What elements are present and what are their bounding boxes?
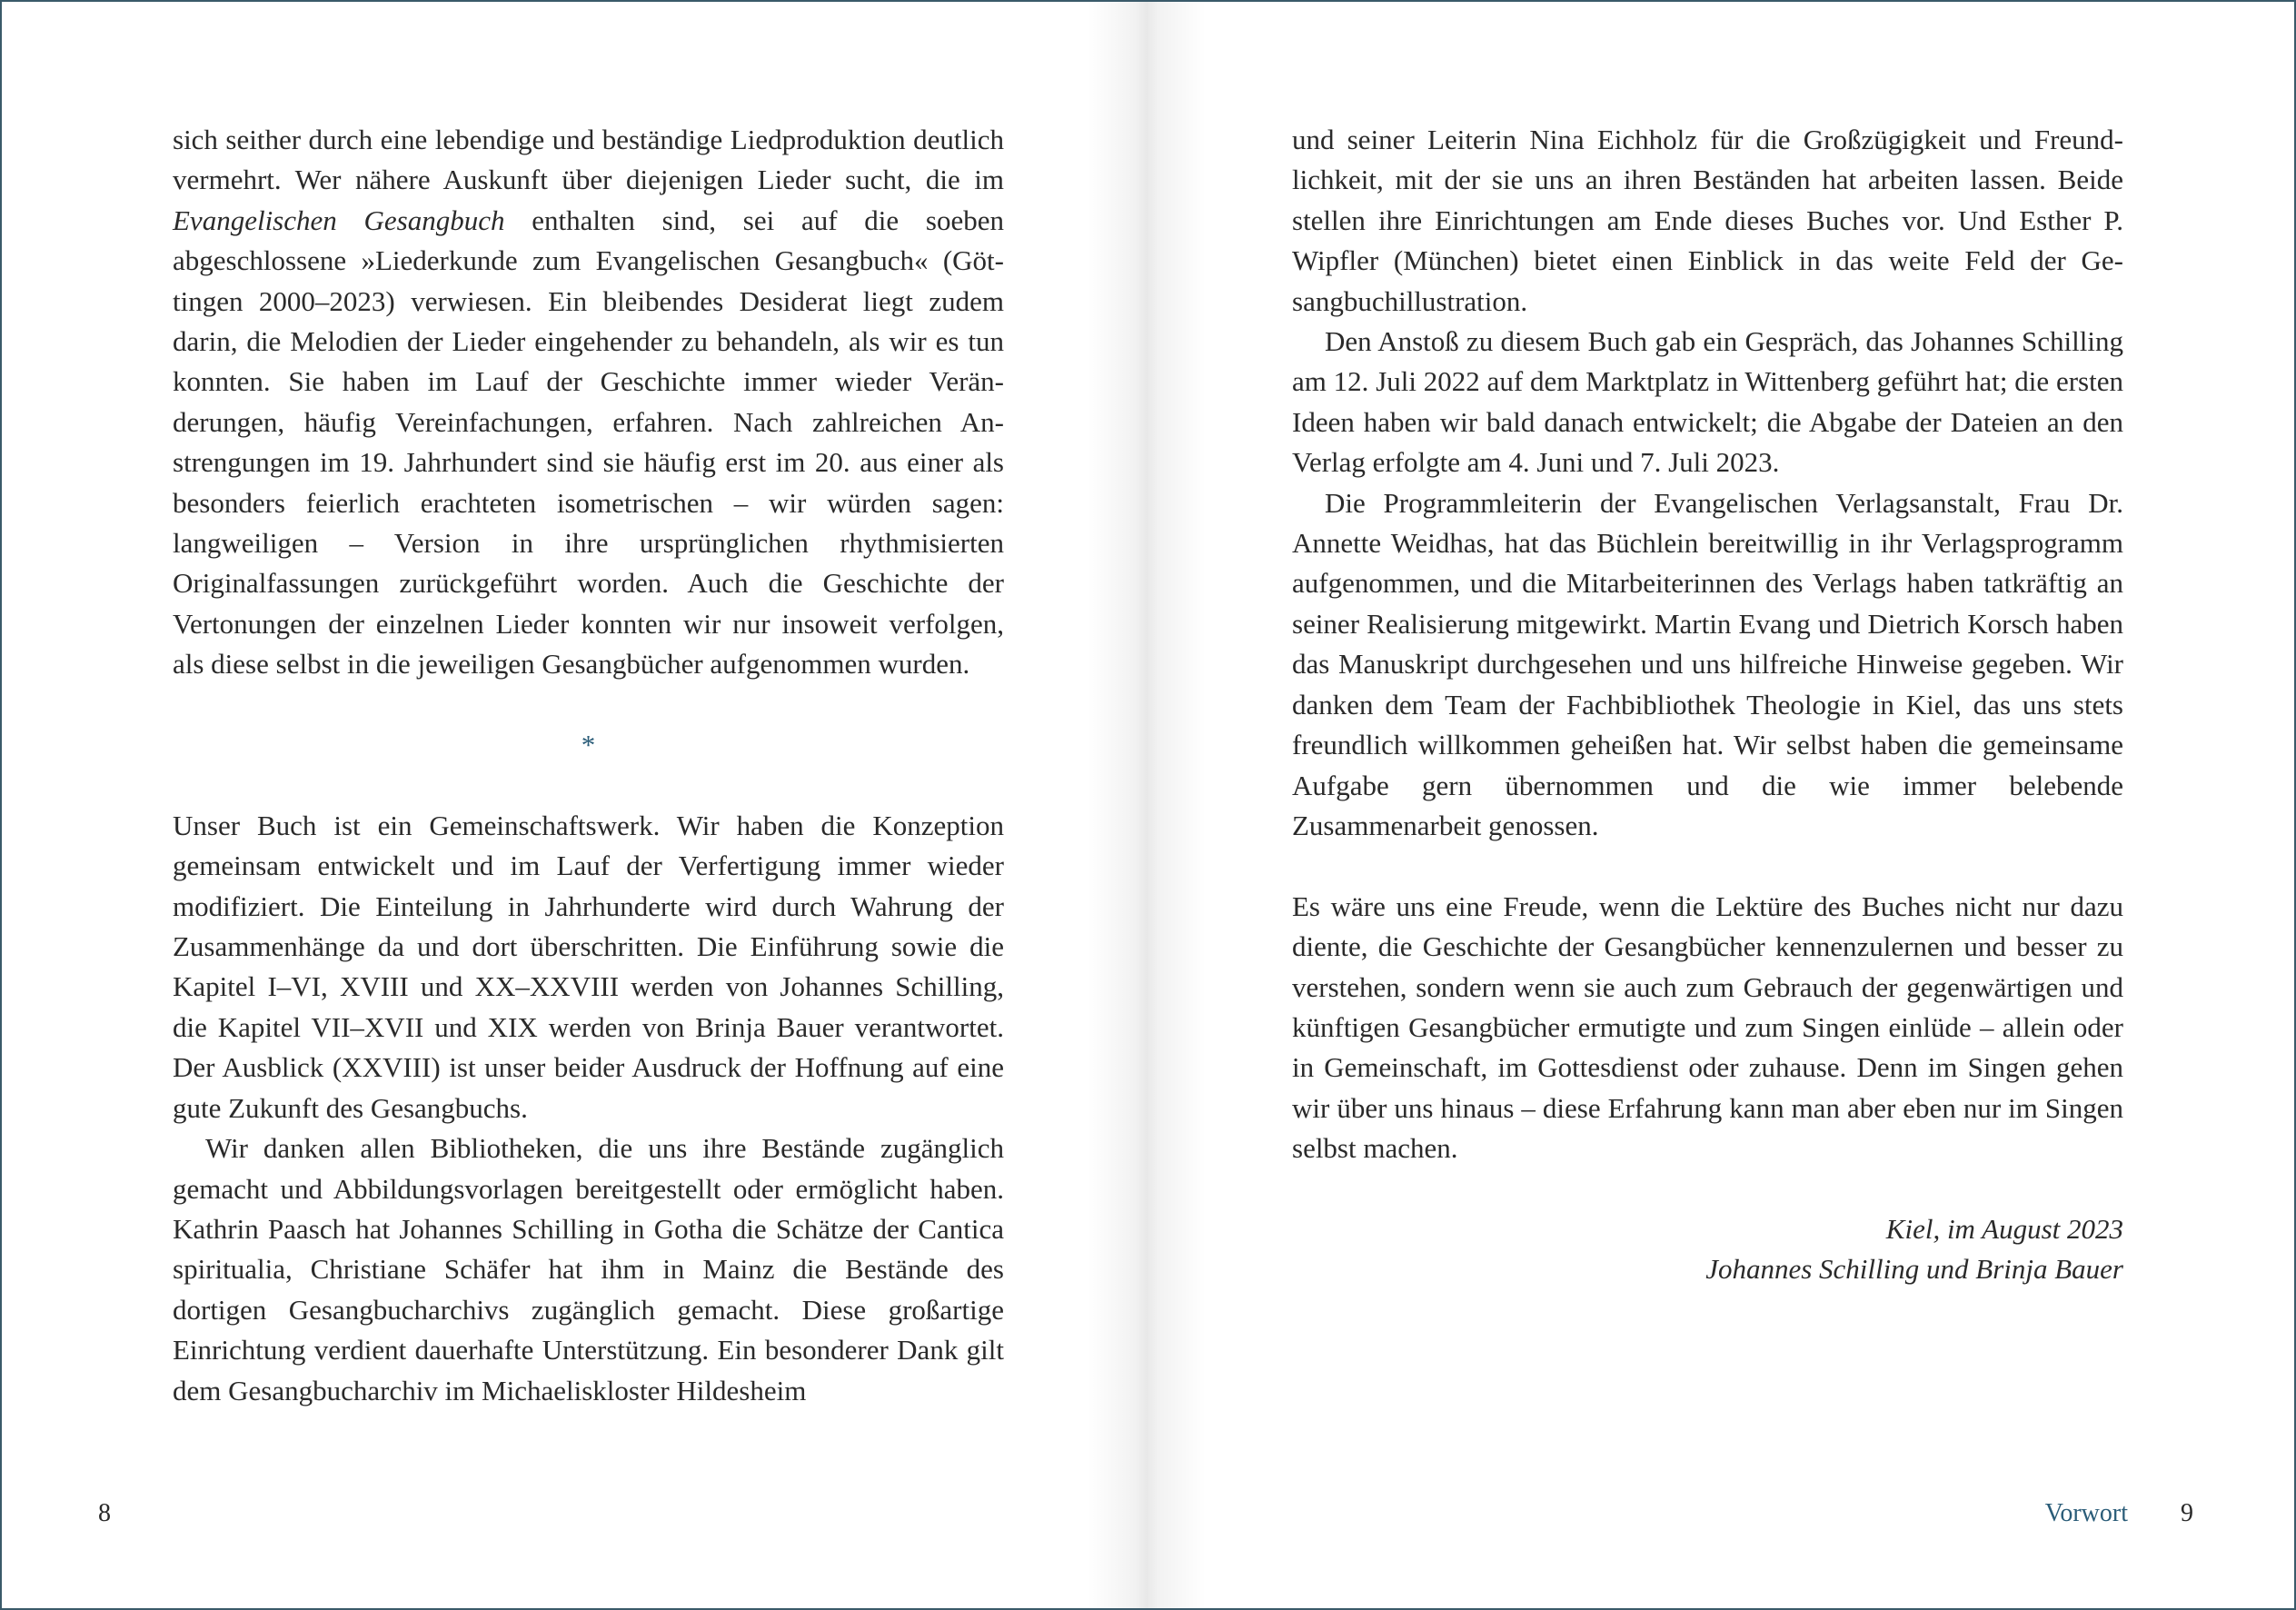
authors: Johannes Schilling und Brinja Bauer	[1705, 1253, 2123, 1286]
running-head: Vorwort	[2044, 1499, 2128, 1527]
book-gutter	[1088, 2, 1206, 1608]
signature-block	[1292, 1209, 2123, 1290]
left-paragraph-3: Wir danken allen Bibliotheken, die uns ihre Bestände zugänglich gemacht und Abbildungsvorlagen bereitgestellt oder ermöglicht haben. Kathrin Paasch hat Johannes Schilling in Gotha die Schätze der Cantica spiritualia, Christiane Schäfer hat ihm in Mainz die Bestände des dortigen Gesangbucharchivs zugänglich gemacht. Diese großartige Einrichtung verdient dauerhafte Unterstützung. Ein besonderer Dank gilt dem Gesangbucharchiv im Michaeliskloster Hildesheim	[173, 1132, 1004, 1406]
right-paragraph-3: Die Programmleiterin der Evangelischen Verlagsanstalt, Frau Dr. Annette Weidhas, hat das Büchlein bereitwillig in ihr Verlagsprogramm aufgenommen, und die Mitarbeiterinnen des Verlags haben tatkräftig an seiner Realisierung mitgewirkt. Martin Evang und Dietrich Korsch haben das Manuskript durchgesehen und uns hilfreiche Hinweise gegeben. Wir danken dem Team der Fachbibliothek Theologie in Kiel, das uns stets freundlich willkommen geheißen hat. Wir selbst haben die gemeinsame Aufgabe gern übernommen und die wie immer belebende Zusammenarbeit genossen.	[1292, 486, 2123, 841]
right-paragraph-1: und seiner Leiterin Nina Eichholz für die Großzügigkeit und Freundlichkeit, mit der sie uns an ihren Beständen hat arbeiten lassen. Beide stellen ihre Einrichtungen am Ende dieses Buches vor. Und Esther P. Wipfler (München) bietet einen Einblick in das weite Feld der Gesangbuchillustration.	[1292, 124, 2123, 317]
right-paragraph-4: Es wäre uns eine Freude, wenn die Lektüre des Buches nicht nur dazu diente, die Geschichte der Gesangbücher kennenzulernen und besser zu verstehen, sondern wenn sie auch zum Gebrauch der gegenwärtigen und künftigen Gesangbücher ermutigte und zum Singen einlüde – allein oder in Gemeinschaft, im Gottesdienst oder zuhause. Denn im Singen gehen wir über uns hinaus – diese Erfahrung kann man aber eben nur im Singen selbst machen.	[1292, 889, 2123, 1165]
left-page-body	[173, 120, 1004, 1411]
section-divider-asterisk: *	[581, 729, 596, 761]
page-number-right: 9	[2181, 1499, 2193, 1527]
page-number-left: 8	[98, 1499, 111, 1527]
right-paragraph-2: Den Anstoß zu diesem Buch gab ein Gespräch, das Johannes Schilling am 12. Juli 2022 auf dem Marktplatz in Wittenberg geführt hat; die ersten Ideen haben wir bald danach entwickelt; die Abgabe der Dateien an den Verlag erfolgte am 4. Juni und 7. Juli 2023.	[1292, 325, 2123, 479]
book-title-italic: Evangelischen Gesangbuch	[173, 204, 505, 236]
place-date: Kiel, im August 2023	[1885, 1212, 2123, 1245]
left-paragraph-1: sich seither durch eine lebendige und beständige Liedproduktion deutlich vermehrt. Wer nähere Auskunft über diejenigen Lieder sucht, die im Evangelischen Gesangbuch enthalten sind, sei auf die soeben abgeschlossene »Liederkunde zum Evangelischen Gesangbuch« (Göttingen 2000–2023) verwiesen. Ein bleibendes Desiderat liegt zudem darin, die Melodien der Lieder eingehender zu behandeln, als wir es tun konnten. Sie haben im Lauf der Geschichte immer wieder Veränderungen, häufig Vereinfachungen, erfahren. Nach zahlreichen Anstrengungen im 19. Jahrhundert sind sie häufig erst im 20. aus einer als besonders feierlich erachteten isometrischen – wir würden sagen: langweiligen – Version in ihre ursprünglichen rhythmisierten Originalfassungen zurückgeführt worden. Auch die Geschichte der Vertonungen der einzelnen Lieder konnten wir nur insoweit verfolgen, als diese selbst in die jeweiligen Gesangbücher aufgenommen wurden.	[173, 124, 1004, 681]
right-page-body	[1292, 120, 2123, 1290]
left-paragraph-2: Unser Buch ist ein Gemeinschaftswerk. Wir haben die Konzeption gemeinsam entwickelt und im Lauf der Verfertigung immer wieder modifiziert. Die Einteilung in Jahrhunderte wird durch Wahrung der Zusammenhänge da und dort überschritten. Die Einführung sowie die Kapitel I–VI, XVIII und XX–XXVIII werden von Johannes Schilling, die Kapitel VII–XVII und XIX werden von Brinja Bauer verantwortet. Der Ausblick (XXVIII) ist unser beider Ausdruck der Hoffnung auf eine gute Zukunft des Gesangbuchs.	[173, 809, 1004, 1124]
